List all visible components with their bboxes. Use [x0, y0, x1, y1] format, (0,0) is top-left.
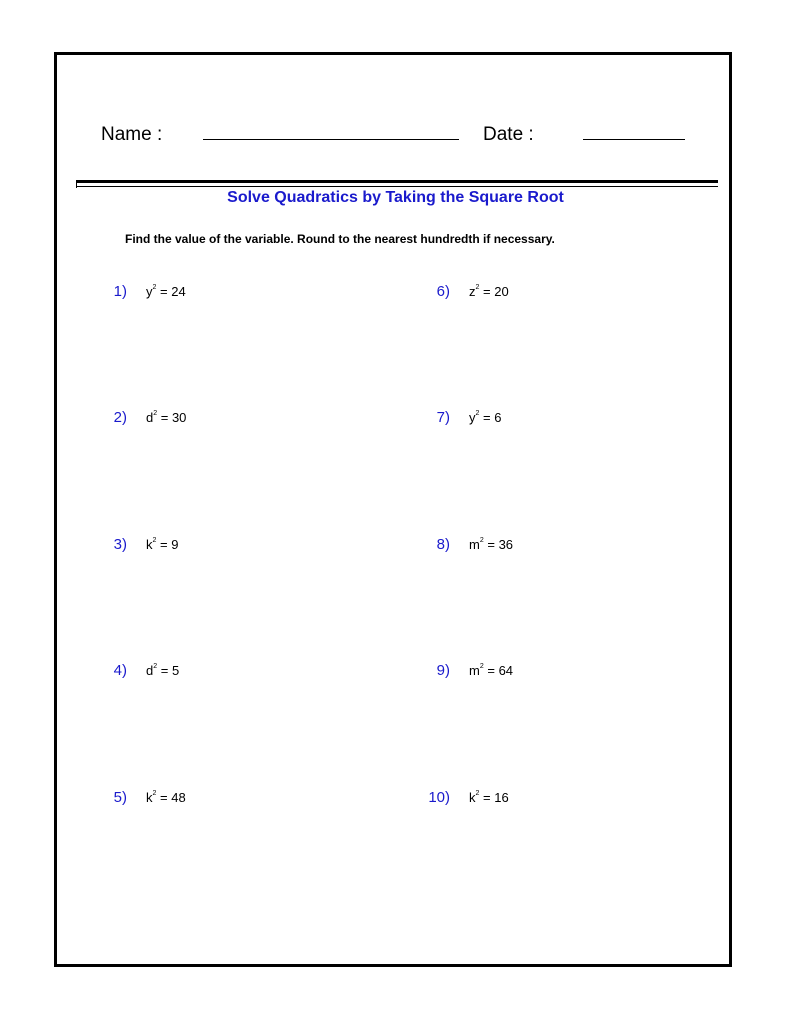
problem-equation: $m^2 = 36$	[469, 537, 514, 552]
problem-number: 3)	[113, 536, 127, 553]
problem-number: 1)	[113, 283, 127, 300]
problem-number: 2)	[113, 409, 127, 426]
instructions: Find the value of the variable. Round to the nearest hundredth if necessary.	[125, 232, 555, 246]
problem-equation: $z^2 = 20$	[469, 284, 509, 299]
date-label: Date :	[483, 124, 534, 145]
header-divider-thick	[76, 180, 718, 183]
name-field-line[interactable]	[203, 139, 459, 140]
problem-number: 4)	[113, 662, 127, 679]
problem-number: 5)	[113, 789, 127, 806]
problem-equation: $m^2 = 64$	[469, 663, 514, 678]
problem-equation: $d^2 = 30$	[146, 410, 187, 425]
problem-number: 6)	[436, 283, 450, 300]
problem-number: 7)	[436, 409, 450, 426]
worksheet-title: Solve Quadratics by Taking the Square Root	[227, 189, 564, 206]
date-field-line[interactable]	[583, 139, 685, 140]
problem-equation: $k^2 = 16$	[469, 790, 509, 805]
name-label: Name :	[101, 124, 163, 145]
problem-equation: $y^2 = 24$	[146, 284, 186, 299]
problem-equation: $d^2 = 5$	[146, 663, 180, 678]
problem-number: 8)	[436, 536, 450, 553]
header-divider-cap	[76, 180, 77, 188]
problem-equation: $k^2 = 9$	[146, 537, 179, 552]
problem-equation: $k^2 = 48$	[146, 790, 186, 805]
header-divider-thin	[76, 186, 718, 187]
problem-number: 10)	[428, 789, 450, 806]
problem-equation: $y^2 = 6$	[469, 410, 502, 425]
problem-number: 9)	[436, 662, 450, 679]
